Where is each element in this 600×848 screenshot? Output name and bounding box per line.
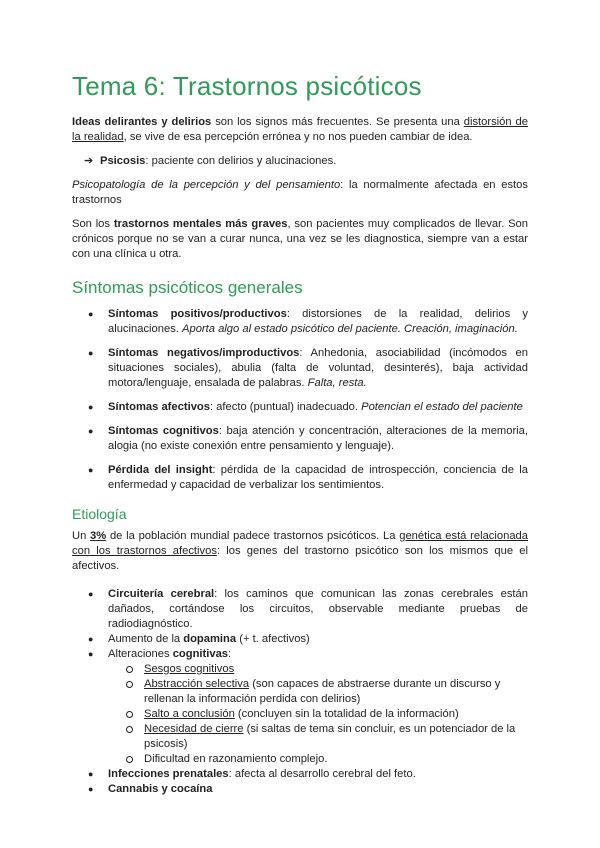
bullet-icon: ● — [88, 309, 94, 319]
document-content — [72, 70, 528, 801]
sub-list-item: Salto a conclusión (concluyen sin la totalidad de la información) — [108, 707, 528, 722]
sub-list-item: Abstracción selectiva (son capaces de abstraerse durante un discurso y rellenan la información perdida con delirios) — [108, 677, 528, 707]
list-item: ● Cannabis y cocaína — [88, 783, 213, 795]
list-item: ● Infecciones prenatales: afecta al desarrollo cerebral del feto. — [88, 768, 416, 780]
bullet-icon: ● — [88, 634, 94, 644]
sub-list-item: Necesidad de cierre (si saltas de tema sin concluir, es un potenciador de la psicosis) — [108, 722, 528, 752]
section-heading-sintomas: Síntomas psicóticos generales — [72, 278, 303, 297]
list-item: ● Síntomas afectivos: afecto (puntual) inadecuado. Potencian el estado del paciente — [88, 401, 523, 413]
list-item: ● Pérdida del insight: pérdida de la capacidad de introspección, conciencia de la enfermedad y capacidad de verbalizar los sentimientos. — [88, 464, 528, 491]
intro-paragraph: Ideas delirantes y delirios son los signos más frecuentes. Se presenta una distorsión de la realidad, se vive de esa percepción errónea y no nos pueden cambiar de idea. — [72, 116, 528, 143]
graves-paragraph: Son los trastornos mentales más graves, son pacientes muy complicados de llevar. Son crónicos porque no se van a curar nunca, una vez se les diagnostica, siempre van a estar con una clínica u otra. — [72, 218, 528, 260]
arrow-right-icon: ➔ — [84, 155, 94, 167]
psicopatologia-paragraph: Psicopatología de la percepción y del pensamiento: la normalmente afectada en estos trastornos — [72, 179, 528, 206]
psicosis-arrow-item: ➔ Psicosis: paciente con delirios y alucinaciones. — [84, 155, 337, 167]
etiology-list — [72, 587, 528, 797]
bullet-icon: ● — [88, 589, 94, 599]
circle-bullet-icon — [126, 756, 133, 763]
etiologia-paragraph: Un 3% de la población mundial padece trastornos psicóticos. La genética está relacionada con los trastornos afectivos: los genes del trastorno psicótico son los mismos que el afectivos. — [72, 530, 528, 572]
bullet-icon: ● — [88, 649, 94, 659]
list-item: ● Alteraciones cognitivas: Sesgos cognitivos Abstracción selectiva (son capaces de abstraerse durante un discurso y rellenan la información perdida con delirios) Salto a conclusión (concluyen sin la totalidad de la información) Necesidad de cierre (si saltas de tema sin concluir, es un potenciador de la psicosis) Dificultad en razonamiento complejo. — [72, 647, 528, 767]
list-item: ● Síntomas negativos/improductivos: Anhedonia, asociabilidad (incómodos en situaciones sociales), abulia (falta de voluntad, desinterés), baja actividad motora/lenguaje, ensalada de palabras. Falta, resta. — [88, 347, 528, 389]
section-heading-etiologia: Etiología — [72, 506, 127, 522]
circle-bullet-icon — [126, 681, 133, 688]
list-item: ● Síntomas cognitivos: baja atención y concentración, alteraciones de la memoria, alogia (no existe conexión entre pensamiento y lenguaje). — [88, 425, 528, 452]
circle-bullet-icon — [126, 726, 133, 733]
cognitive-sublist — [108, 662, 528, 767]
sub-list-item: Dificultad en razonamiento complejo. — [108, 752, 528, 767]
list-item: ● Circuitería cerebral: los caminos que comunican las zonas cerebrales están dañados, cortándose los circuitos, observable mediante pruebas de radiodiagnóstico. — [88, 588, 528, 630]
list-item: ● Aumento de la dopamina (+ t. afectivos) — [88, 633, 310, 645]
bullet-icon: ● — [88, 784, 94, 794]
bullet-icon: ● — [88, 426, 94, 436]
page-title: Tema 6: Trastornos psicóticos — [72, 71, 422, 101]
list-item: ● Síntomas positivos/productivos: distorsiones de la realidad, delirios y alucinaciones. Aporta algo al estado psicótico del paciente. Creación, imaginación. — [88, 308, 528, 335]
bullet-icon: ● — [88, 348, 94, 358]
circle-bullet-icon — [126, 666, 133, 673]
bullet-icon: ● — [88, 465, 94, 475]
circle-bullet-icon — [126, 711, 133, 718]
symptoms-list — [72, 307, 528, 493]
sub-list-item: Sesgos cognitivos — [108, 662, 528, 677]
bullet-icon: ● — [88, 402, 94, 412]
bullet-icon: ● — [88, 769, 94, 779]
